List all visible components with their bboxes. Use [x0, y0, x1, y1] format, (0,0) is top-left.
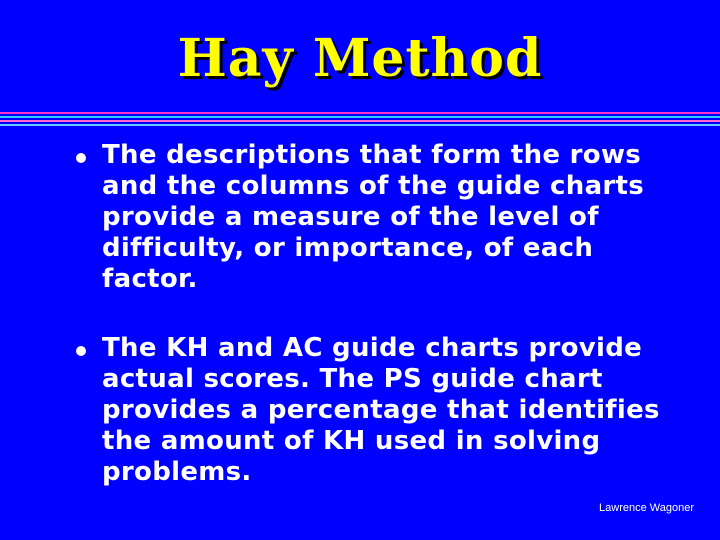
author-footer: Lawrence Wagoner	[599, 502, 694, 514]
bullet-item	[76, 140, 686, 295]
bullet-list	[76, 140, 686, 526]
divider-line-pink-2	[0, 120, 720, 122]
bullet-dot-icon	[76, 346, 86, 356]
divider-line-cyan	[0, 116, 720, 118]
bullet-item	[76, 333, 686, 488]
divider-line-pink	[0, 112, 720, 114]
bullet-dot-icon	[76, 153, 86, 163]
divider-line-cyan-2	[0, 124, 720, 126]
slide-title: Hay Method	[177, 28, 543, 89]
bullet-text: The KH and AC guide charts provide actual scores. The PS guide chart provides a percentage that identifies the amount of KH used in solving problems.	[102, 333, 660, 487]
bullet-text: The descriptions that form the rows and the columns of the guide charts provide a measure of the level of difficulty, or importance, of each factor.	[102, 140, 645, 294]
